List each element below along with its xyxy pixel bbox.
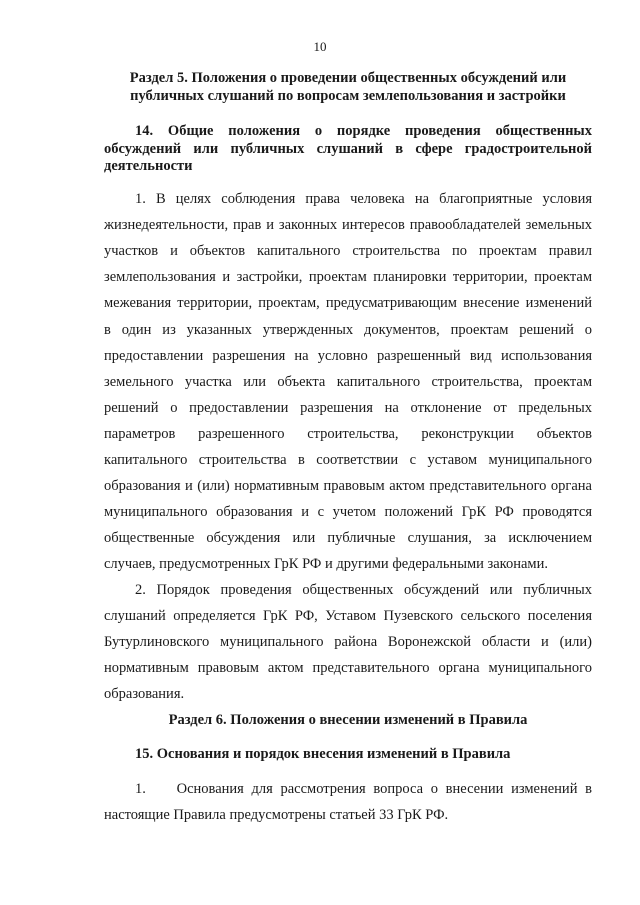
page-number: 10 [313,39,327,54]
para2-line-2: слушаний определяется ГрК РФ, Уставом Пузевского сельского поселения [104,608,592,624]
para2-line-5: образования. [104,686,185,702]
chapter14-title-line-1: 14. Общие положения о порядке проведения общественных [135,123,592,139]
chapter15-title: 15. Основания и порядок внесения изменений в Правила [135,746,511,762]
para15-1-line-1: 1. Основания для рассмотрения вопроса о внесении изменений в [135,781,592,797]
para1-line-3: участков и объектов капитального строительства по проектам правил [104,243,592,259]
para1-line-5: межевания территории, проектам, предусматривающим внесение изменений [104,295,592,311]
para1-line-1: 1. В целях соблюдения права человека на благоприятные условия [135,191,592,207]
para1-line-9: решений о предоставлении разрешения на отклонение от предельных [104,400,592,416]
section5-title-line-2: публичных слушаний по вопросам землепользования и застройки [130,88,566,104]
para1-line-7: предоставлении разрешения на условно разрешенный вид использования [104,348,592,364]
para1-line-8: земельного участка или объекта капитального строительства, проектам [104,374,592,390]
para1-line-15: случаев, предусмотренных ГрК РФ и другими федеральными законами. [104,556,548,572]
para1-line-12: образования и (или) нормативным правовым актом представительного органа [104,478,592,494]
para1-line-11: капитального строительства в соответствии с уставом муниципального [104,452,592,468]
para2-line-4: нормативным правовым актом представительного органа муниципального [104,660,592,676]
para1-line-13: муниципального образования и с учетом положений ГрК РФ проводятся [104,504,592,520]
para1-line-6: в один из указанных утвержденных документов, проектам решений о [104,322,592,338]
para2-line-1: 2. Порядок проведения общественных обсуждений или публичных [135,582,592,598]
para15-1-line-2: настоящие Правила предусмотрены статьей 33 ГрК РФ. [104,807,449,823]
para1-line-10: параметров разрешенного строительства, реконструкции объектов [104,426,592,442]
para1-line-2: жизнедеятельности, прав и законных интересов правообладателей земельных [104,217,592,233]
para1-line-4: землепользования и застройки, проектам планировки территории, проектам [104,269,592,285]
para2-line-3: Бутурлиновского муниципального района Воронежской области и (или) [104,634,592,650]
section6-title: Раздел 6. Положения о внесении изменений в Правила [168,712,528,728]
chapter14-title-line-2: обсуждений или публичных слушаний в сфере градостроительной [104,141,592,157]
para1-line-14: общественные обсуждения или публичные слушания, за исключением [104,530,592,546]
chapter14-title-line-3: деятельности [104,158,193,174]
section5-title-line-1: Раздел 5. Положения о проведении общественных обсуждений или [129,70,567,86]
